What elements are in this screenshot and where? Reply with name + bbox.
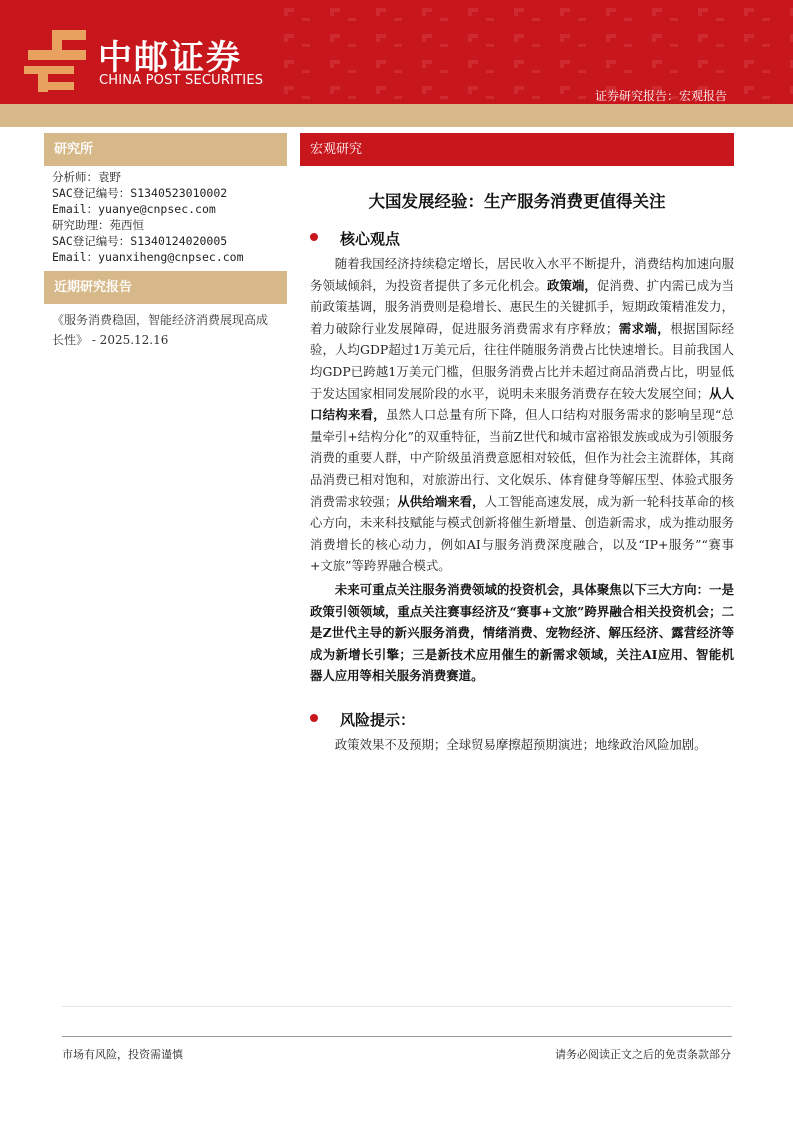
core-view-label: 核心观点 xyxy=(340,230,401,248)
core-view-heading xyxy=(300,228,734,249)
assistant-line: 研究助理：苑西恒 xyxy=(52,218,144,232)
risk-label: 风险提示： xyxy=(340,710,416,729)
footer-divider-light xyxy=(62,1006,732,1007)
footer-disclaimer-right: 请务必阅读正文之后的免责条款部分 xyxy=(555,1048,731,1061)
main-content xyxy=(300,133,734,755)
china-post-logo-icon xyxy=(24,30,90,92)
recent-report-link[interactable]: 《服务消费稳固，智能经济消费展现高成长性》 - 2025.12.16 xyxy=(52,313,269,347)
report-title: 大国发展经验：生产服务消费更值得关注 xyxy=(368,192,666,211)
analyst-line: 分析师：袁野 xyxy=(52,170,121,184)
bullet-icon xyxy=(310,714,318,722)
paragraph-keyword: 从供给端来看， xyxy=(397,493,485,509)
paragraph-keyword: 从人口结构来看， xyxy=(310,385,735,423)
core-paragraph-2: 未来可重点关注服务消费领域的投资机会，具体聚焦以下三大方向：一是政策引领领域，重点关注赛事经济及“赛事+文旅”跨界融合相关投资机会；二是Z世代主导的新兴服务消费，情绪消费、宠物经济、解压经济、露营经济等成为新增长引擎；三是新技术应用催生的新需求领域，关注AI应用、智能机器人应用等相关服务消费赛道。 xyxy=(310,581,734,684)
paragraph-text: 随着我国经济持续稳定增长，居民收入水平不断提升，消费结构加速向服务领域倾斜，为投资者提供了多元化机会。 xyxy=(310,256,734,293)
analyst-info xyxy=(44,166,287,265)
publish-date: 发布时间：2025-12-22 xyxy=(625,214,755,228)
sidebar xyxy=(44,133,287,350)
paragraph-keyword: 政策端， xyxy=(547,277,597,293)
paragraph-text: 促消费、扩内需已成为当前政策基调，服务消费则是稳增长、惠民生的关键抓手，短期政策精准发力，着力破除行业发展障碍，促进服务消费需求有序释放； xyxy=(310,277,735,336)
report-type: 证券研究报告：宏观报告 xyxy=(594,89,727,103)
analyst-line: SAC登记编号：S1340523010002 xyxy=(52,186,228,200)
risk-heading xyxy=(300,709,734,730)
assistant-line: SAC登记编号：S1340124020005 xyxy=(52,234,228,248)
footer-disclaimer-left: 市场有风险，投资需谨慎 xyxy=(62,1048,183,1061)
recent-reports-label: 近期研究报告 xyxy=(44,271,287,304)
brand-name-en: CHINA POST SECURITIES xyxy=(99,73,264,88)
bullet-icon xyxy=(310,233,318,241)
paragraph-text: 人工智能高速发展，成为新一轮科技革命的核心方向，未来科技赋能与模式创新将催生新增量、创造新需求，成为推动服务消费增长的核心动力，例如AI与服务消费深度融合，以及“IP+服务”“赛事+文旅”等跨界融合模式。 xyxy=(310,493,735,574)
paragraph-text: 根据国际经验，人均GDP超过1万美元后，往往伴随服务消费占比快速增长。目前我国人均GDP已跨越1万美元门槛，但服务消费占比并未超过商品消费占比，明显低于发达国家相同发展阶段的水平，说明未来服务消费存在较大发展空间； xyxy=(310,320,735,401)
recent-reports xyxy=(44,271,287,350)
footer-divider xyxy=(62,1036,732,1037)
risk-paragraph: 政策效果不及预期；全球贸易摩擦超预期演进；地缘政治风险加剧。 xyxy=(334,736,707,752)
core-paragraph-1 xyxy=(300,253,734,577)
category-bar: 宏观研究 xyxy=(300,133,734,166)
assistant-email[interactable]: Email：yuanxiheng@cnpsec.com xyxy=(52,250,244,264)
paragraph-text: 虽然人口总量有所下降，但人口结构对服务需求的影响呈现“总量牵引+结构分化”的双重特征，当前Z世代和城市富裕银发族或成为引领服务消费的重要人群，中产阶级虽消费意愿相对较低，但作为社会主流群体，其商品消费已相对饱和，对旅游出行、文化娱乐、体育健身等解压型、体验式服务消费需求较强； xyxy=(310,407,734,509)
paragraph-keyword: 需求端， xyxy=(618,320,671,336)
institute-label: 研究所 xyxy=(44,133,287,166)
brand-name-cn: 中邮证券 xyxy=(98,38,242,78)
analyst-email[interactable]: Email：yuanye@cnpsec.com xyxy=(52,202,216,216)
report-header xyxy=(0,0,793,104)
